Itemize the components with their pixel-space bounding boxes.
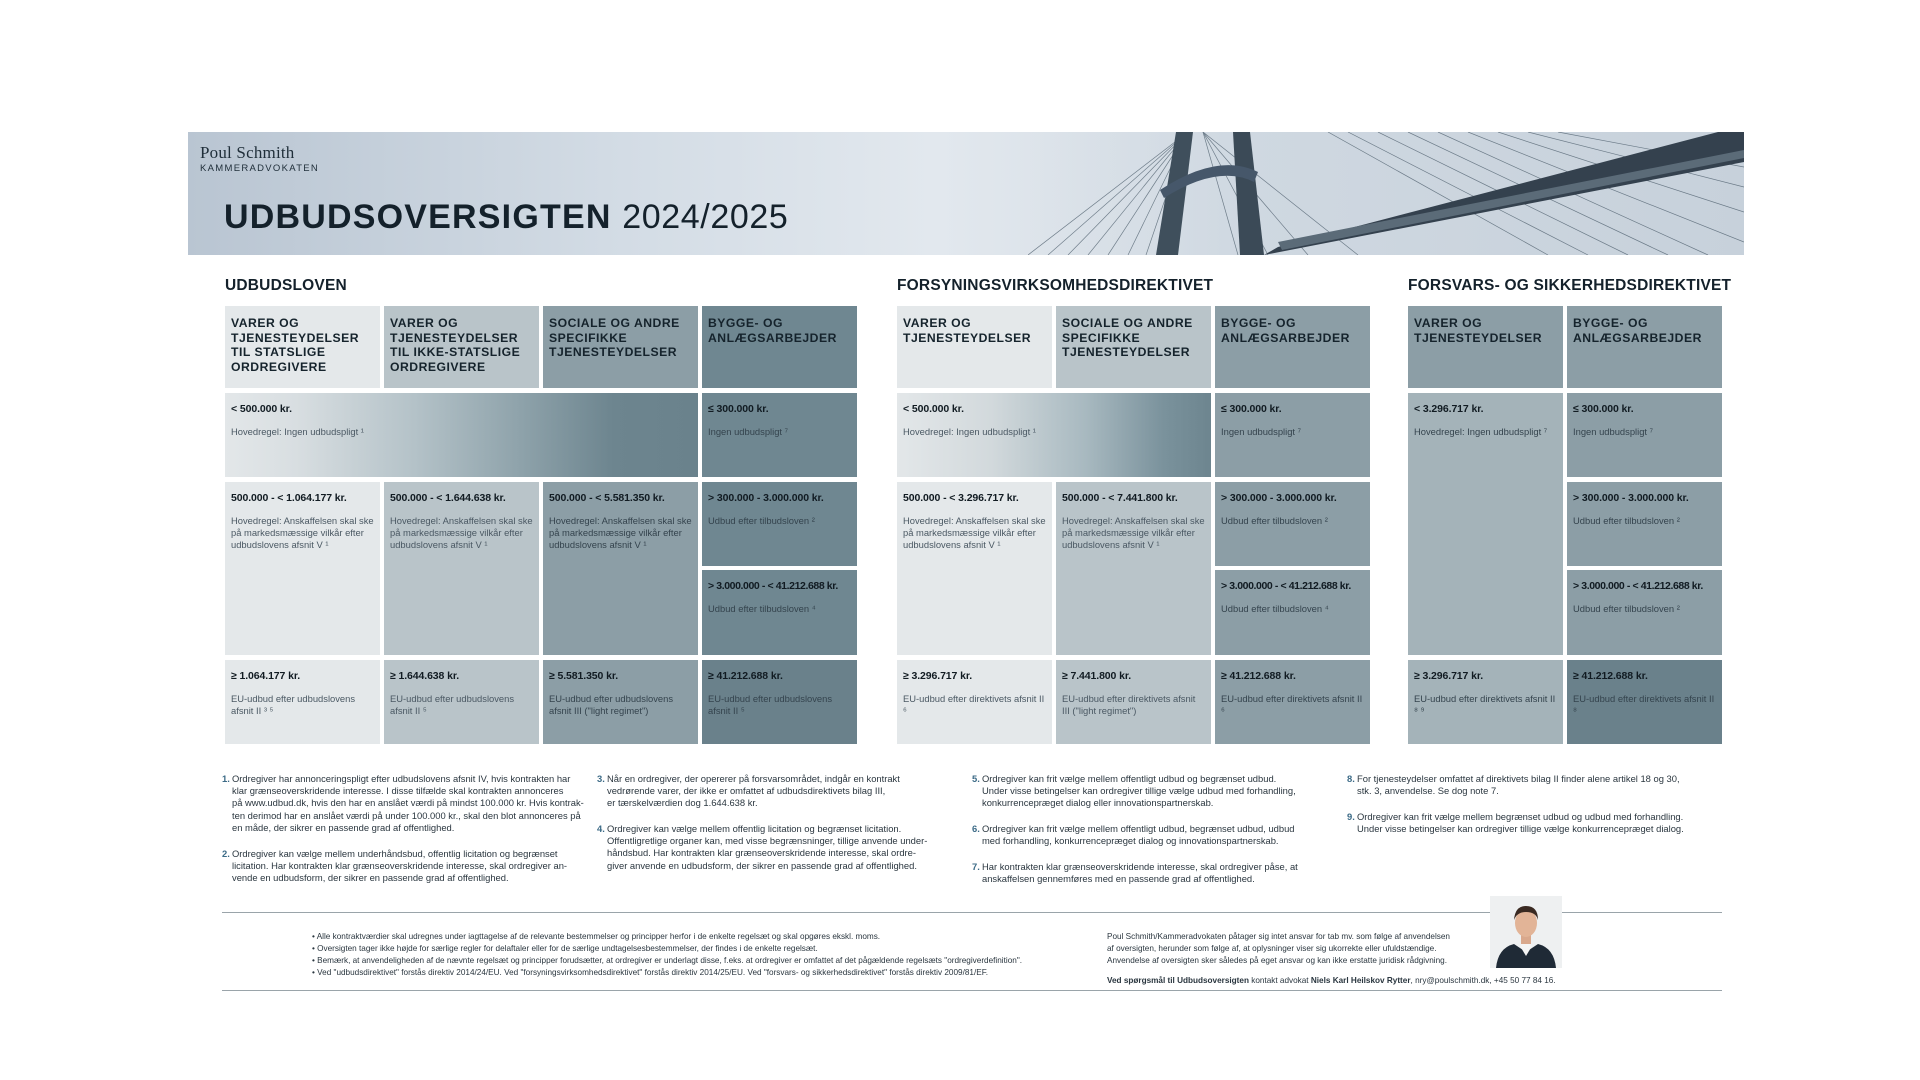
footnote-line: Ordregiver kan frit vælge mellem begrænset udbud og udbud med forhandling. [1357,811,1684,822]
title-year: 2024/2025 [622,198,789,236]
remark-item: • Ved "udbudsdirektivet" forstås direktiv 2014/24/EU. Ved "forsyningsvirksomhedsdirektivet" forstås direktiv 2014/25/EU. Ved "forsvars- og sikkerhedsdirektivet" forstås direktiv 2009/81/EF. [312,968,989,977]
section-title-forsyning: FORSYNINGSVIRKSOMHEDSDIREKTIVET [897,277,1214,294]
footnote-line: Når en ordregiver, der opererer på forsvarsområdet, indgår en kontrakt [607,773,900,784]
footnote-line: stk. 3, anvendelse. Se dog note 7. [1357,785,1499,797]
threshold-value: ≥ 3.296.717 kr. [1414,670,1484,682]
threshold-cell [543,482,698,655]
threshold-cell [1567,393,1722,477]
footnote-number: 5. [972,773,980,784]
remark-item: • Alle kontraktværdier skal udregnes under iagttagelse af de relevante bestemmelser og principper herfor i de enkelte regelsæt og skal opgøres ekskl. moms. [312,932,881,941]
footnote-line: Ordregiver kan vælge mellem underhåndsbud, offentlig licitation og begrænset [232,848,558,859]
header-cell [1408,306,1563,388]
footnote-line: Under visse betingelser kan ordregiver tillige vælge konkurrencepræget dialog. [1357,823,1684,835]
column-header: VARER OG TJENESTEYDELSER [903,316,1032,345]
footnote-line: giver anvende en udbudsform, der sikrer en passende grad af offentlighed. [607,859,917,871]
footnote-number: 9. [1347,811,1355,822]
logo-subtitle: KAMMERADVOKATEN [200,163,320,174]
threshold-cell [702,660,857,744]
header-cell [1567,306,1722,388]
threshold-value: > 3.000.000 - < 41.212.688 kr. [1573,580,1703,592]
footnote-line: Ordregiver har annonceringspligt efter udbudslovens afsnit IV, hvis kontrakten har [232,773,571,784]
footnote-number: 4. [597,823,605,834]
threshold-cell [1056,660,1211,744]
threshold-value: 500.000 - < 5.581.350 kr. [549,492,665,504]
footnote-line: er tærskelværdien dog 1.644.638 kr. [607,797,758,809]
section-title-udbudsloven: UDBUDSLOVEN [225,277,347,294]
threshold-rule: Udbud efter tilbudsloven ² [1221,515,1328,526]
threshold-cell [1056,482,1211,655]
footnote-3 [597,773,900,810]
footnote-line: håndsbud. Har kontrakten klar grænseoverskridende interesse, skal ordre- [607,847,917,859]
contact-lead: Ved spørgsmål til Udbudsoversigten [1107,976,1249,985]
footnote-6 [972,823,1295,847]
header-cell [225,306,380,388]
threshold-rule: Hovedregel: Ingen udbudspligt ⁷ [1414,426,1548,437]
header-cell [897,306,1052,388]
threshold-rule: EU-udbud efter udbudslovens afsnit II ³ ⁵ [231,693,356,716]
threshold-cell [1215,660,1370,744]
footnote-line: konkurrencepræget dialog eller innovationspartnerskab. [982,797,1214,809]
logo-name: Poul Schmith [200,143,295,162]
threshold-rule: Hovedregel: Anskaffelsen skal ske på markedsmæssige vilkår efter udbudslovens afsnit V ¹ [390,515,533,550]
footnote-line: licitation. Har kontrakten klar grænseoverskridende interesse, skal ordregiver an- [232,860,568,872]
threshold-value: ≤ 300.000 kr. [708,403,769,415]
threshold-rule: Udbud efter tilbudsloven ⁴ [708,603,816,614]
remark-item: • Bemærk, at anvendeligheden af de nævnte regelsæt og principper forudsætter, at ordregiver er underlagt disse, f.eks. at ordregiver er omfattet af det pågældende regelsæts "ordregiverdefinition". [312,956,1023,965]
footnote-line: klar grænseoverskridende interesse. I disse tilfælde skal kontrakten annonceres [232,785,564,797]
threshold-value: ≥ 1.064.177 kr. [231,670,301,682]
threshold-cell [1567,570,1722,655]
threshold-cell [702,570,857,655]
threshold-cell [384,482,539,655]
footnote-4 [597,823,927,872]
threshold-value: ≤ 300.000 kr. [1221,403,1282,415]
divider [222,990,1722,991]
threshold-rule: EU-udbud efter udbudslovens afsnit III ("light regimet") [549,693,674,716]
threshold-value: ≥ 5.581.350 kr. [549,670,619,682]
footnote-line: vende en udbudsform, der sikrer en passende grad af offentlighed. [232,872,509,884]
footnote-number: 7. [972,861,980,872]
portrait-image [1490,896,1562,968]
threshold-cell [1215,393,1370,477]
footnote-1 [222,773,584,834]
threshold-rule: Hovedregel: Anskaffelsen skal ske på markedsmæssige vilkår efter udbudslovens afsnit V ¹ [903,515,1046,550]
footnote-number: 1. [222,773,230,784]
column-header: VARER OG TJENESTEYDELSER TIL IKKE-STATSLIGE ORDREGIVERE [390,316,521,374]
threshold-value: ≥ 3.296.717 kr. [903,670,973,682]
footnote-2 [222,848,567,885]
footnote-line: Ordregiver kan frit vælge mellem offentligt udbud og begrænset udbud. [982,773,1277,784]
threshold-rule: Hovedregel: Anskaffelsen skal ske på markedsmæssige vilkår efter udbudslovens afsnit V ¹ [231,515,374,550]
disclaimer-line: af oversigten, herunder som følge af, at oplysninger viser sig ukorrekte eller ufuldstændige. [1107,944,1437,953]
threshold-value: 500.000 - < 1.064.177 kr. [231,492,347,504]
footnote-line: anskaffelsen gennemføres med en passende grad af offentlighed. [982,873,1255,885]
column-header: BYGGE- OG ANLÆGSARBEJDER [1573,316,1702,345]
threshold-value: > 3.000.000 - < 41.212.688 kr. [1221,580,1351,592]
threshold-rule: Udbud efter tilbudsloven ² [1573,603,1680,614]
footnote-line: på www.udbud.dk, hvis den har en anslået værdi på mindst 100.000 kr. Hvis kontrak- [232,797,584,809]
page-title [224,198,788,237]
footnote-7 [972,861,1298,885]
header-cell [702,306,857,388]
threshold-cell [225,393,698,477]
footnote-line: med forhandling, konkurrencepræget dialog og innovationspartnerskab. [982,835,1279,847]
header-banner [188,132,1744,255]
column-header: SOCIALE OG ANDRE SPECIFIKKE TJENESTEYDELSER [1062,316,1193,359]
threshold-rule: Hovedregel: Ingen udbudspligt ¹ [903,426,1036,437]
threshold-value: ≥ 41.212.688 kr. [1221,670,1296,682]
contact-name: Niels Karl Heilskov Rytter [1310,976,1411,985]
threshold-cell [1567,660,1722,744]
threshold-cell [702,482,857,566]
threshold-rule: Ingen udbudspligt ⁷ [708,426,789,437]
column-header: BYGGE- OG ANLÆGSARBEJDER [1221,316,1350,345]
threshold-cell [897,660,1052,744]
threshold-value: > 300.000 - 3.000.000 kr. [1573,492,1689,504]
threshold-value: 500.000 - < 3.296.717 kr. [903,492,1019,504]
footnote-number: 8. [1347,773,1355,784]
threshold-value: ≥ 1.644.638 kr. [390,670,460,682]
footnote-8 [1347,773,1680,797]
header-cell [384,306,539,388]
column-header: VARER OG TJENESTEYDELSER TIL STATSLIGE ORDREGIVERE [231,316,360,374]
remark-item: • Oversigten tager ikke højde for særlige regler for delaftaler eller for de særlige undtagelsesbestemmelser, der findes i de enkelte regelsæt. [312,944,818,953]
threshold-value: > 3.000.000 - < 41.212.688 kr. [708,580,838,592]
threshold-cell [543,660,698,744]
threshold-value: > 300.000 - 3.000.000 kr. [708,492,824,504]
title-main: UDBUDSOVERSIGTEN [224,198,612,236]
footnote-line: Ordregiver kan vælge mellem offentlig licitation og begrænset licitation. [607,823,902,834]
threshold-cell [897,393,1211,477]
threshold-rule: Hovedregel: Anskaffelsen skal ske på markedsmæssige vilkår efter udbudslovens afsnit V ¹ [1062,515,1205,550]
threshold-value: < 500.000 kr. [231,403,292,415]
threshold-rule: EU-udbud efter direktivets afsnit II ⁶ [903,693,1045,716]
disclaimer-line: Poul Schmith/Kammeradvokaten påtager sig intet ansvar for tab mv. som følge af anvendelsen [1107,932,1450,941]
section-title-forsvar: FORSVARS- OG SIKKERHEDSDIREKTIVET [1408,277,1732,294]
threshold-value: 500.000 - < 7.441.800 kr. [1062,492,1178,504]
threshold-value: ≥ 7.441.800 kr. [1062,670,1132,682]
threshold-cell [225,482,380,655]
footnote-line: For tjenesteydelser omfattet af direktivets bilag II finder alene artikel 18 og 30, [1357,773,1680,784]
threshold-rule: Ingen udbudspligt ⁷ [1573,426,1654,437]
footnote-line: Under visse betingelser kan ordregiver tillige vælge udbud med forhandling, [982,785,1296,797]
threshold-rule: EU-udbud efter direktivets afsnit II ⁶ [1221,693,1363,716]
threshold-value: ≥ 41.212.688 kr. [1573,670,1648,682]
threshold-cell [702,393,857,477]
contact-mid: kontakt advokat [1248,976,1311,985]
contact-line [1107,976,1556,985]
footnote-number: 3. [597,773,605,784]
footnote-5 [972,773,1296,810]
header-cell [1215,306,1370,388]
threshold-cell [384,660,539,744]
threshold-value: 500.000 - < 1.644.638 kr. [390,492,506,504]
column-header: SOCIALE OG ANDRE SPECIFIKKE TJENESTEYDELSER [549,316,680,359]
threshold-value: < 3.296.717 kr. [1414,403,1484,415]
footnote-line: ten derimod har en anslået værdi på under 100.000 kr., skal den blot annonceres på [232,809,581,821]
threshold-cell [1567,482,1722,566]
threshold-rule: EU-udbud efter direktivets afsnit III ("light regimet") [1062,693,1196,716]
threshold-cell [1408,660,1563,744]
threshold-rule: EU-udbud efter direktivets afsnit II ⁸ ⁹ [1414,693,1556,716]
general-remarks [312,931,1022,979]
footnote-number: 6. [972,823,980,834]
threshold-rule: EU-udbud efter direktivets afsnit II ⁸ [1573,693,1715,716]
disclaimer-line: Anvendelse af oversigten sker således på eget ansvar og kan ikke erstatte juridisk rådgivning. [1107,956,1447,965]
contact-details: , nry@poulschmith.dk, +45 50 77 84 16. [1410,976,1556,985]
footnote-number: 2. [222,848,230,859]
column-header: BYGGE- OG ANLÆGSARBEJDER [708,316,837,345]
threshold-rule: Ingen udbudspligt ⁷ [1221,426,1302,437]
threshold-cell [897,482,1052,655]
header-cell [1056,306,1211,388]
threshold-rule: Hovedregel: Anskaffelsen skal ske på markedsmæssige vilkår efter udbudslovens afsnit V ¹ [549,515,692,550]
footnote-line: en måde, der sikrer en passende grad af offentlighed. [232,821,455,833]
threshold-cell [225,660,380,744]
footnote-line: Offentligretlige organer kan, med visse begrænsninger, tillige anvende under- [607,835,928,847]
threshold-rule: EU-udbud efter udbudslovens afsnit II ⁵ [708,693,833,716]
header-cell [543,306,698,388]
threshold-value: > 300.000 - 3.000.000 kr. [1221,492,1337,504]
avatar [1490,896,1562,968]
threshold-rule: EU-udbud efter udbudslovens afsnit II ⁵ [390,693,515,716]
footnote-line: vedrørende varer, der ikke er omfattet af udbudsdirektivets bilag III, [607,785,886,797]
footnote-9 [1347,811,1684,835]
footnote-line: Har kontrakten klar grænseoverskridende interesse, skal ordregiver påse, at [982,861,1298,872]
footnote-line: Ordregiver kan frit vælge mellem offentligt udbud, begrænset udbud, udbud [982,823,1295,834]
threshold-rule: Udbud efter tilbudsloven ² [708,515,815,526]
threshold-cell [1215,570,1370,655]
threshold-value: ≤ 300.000 kr. [1573,403,1634,415]
threshold-cell [1408,393,1563,655]
bridge-image [1028,132,1744,255]
threshold-rule: Udbud efter tilbudsloven ⁴ [1221,603,1329,614]
column-header: VARER OG TJENESTEYDELSER [1414,316,1543,345]
threshold-rule: Hovedregel: Ingen udbudspligt ¹ [231,426,364,437]
threshold-value: < 500.000 kr. [903,403,964,415]
disclaimer [1107,931,1487,967]
threshold-cell [1215,482,1370,566]
threshold-rule: Udbud efter tilbudsloven ² [1573,515,1680,526]
threshold-value: ≥ 41.212.688 kr. [708,670,783,682]
